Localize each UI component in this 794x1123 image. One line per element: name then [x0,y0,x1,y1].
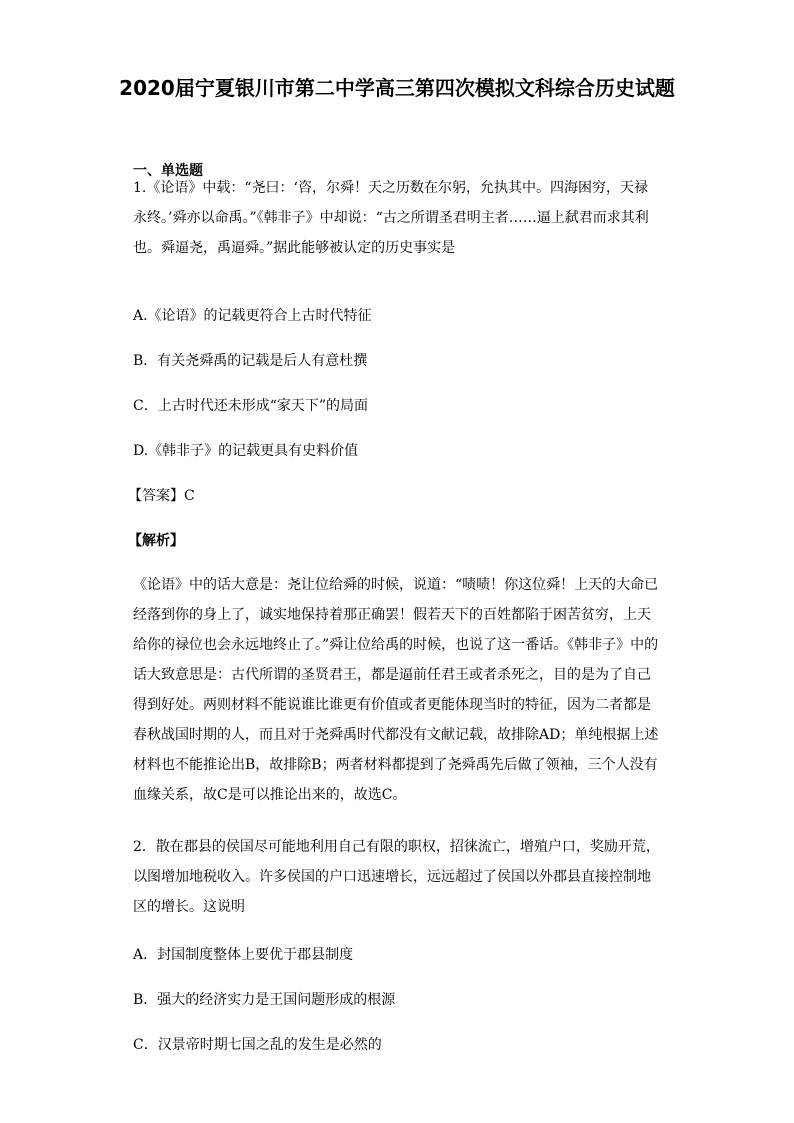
page-title: 2020届宁夏银川市第二中学高三第四次模拟文科综合历史试题 [119,76,675,100]
question-1-option-d: D.《韩非子》的记载更具有史料价值 [133,443,359,459]
question-2-option-c: C．汉景帝时期七国之乱的发生是必然的 [133,1037,382,1053]
section-heading: 一、单选题 [133,163,203,179]
question-1-analysis-label: 【解析】 [128,533,184,549]
question-1-option-a: A.《论语》的记载更符合上古时代特征 [133,308,372,324]
question-2-stem: 2．散在郡县的侯国尽可能地利用自己有限的职权，招徕流亡，增殖户口，奖励开荒，以图增加地税收入。许多侯国的户口迅速增长，远远超过了侯国以外郡县直接控制地区的增长。这说明 [133,839,660,915]
question-1-option-b: B．有关尧舜禹的记载是后人有意杜撰 [133,353,368,369]
question-1-option-c: C．上古时代还未形成“家天下”的局面 [133,398,369,414]
question-2-option-b: B．强大的经济实力是王国问题形成的根源 [133,992,396,1008]
question-1-stem: 1.《论语》中载：“尧曰：‘咨，尔舜！天之历数在尔躬，允执其中。四海困穷，天禄永终。’舜亦以命禹。”《韩非子》中却说：“古之所谓圣君明主者……逼上弑君而求其利也。舜逼尧，禹逼舜。”据此能够被认定的历史事实是 [133,180,649,256]
question-1-analysis: 《论语》中的话大意是：尧让位给舜的时候，说道：“啧啧！你这位舜！上天的大命已经落到你的身上了，诚实地保持着那正确罢！假若天下的百姓都陷于困苦贫穷，上天给你的禄位也会永远地终止了。”舜让位给禹的时候，也说了这一番话。《韩非子》中的话大致意思是：古代所谓的圣贤君王，都是逼前任君王或者杀死之，目的是为了自己得到好处。两则材料不能说谁比谁更有价值或者更能体现当时的特征，因为二者都是春秋战国时期的人，而且对于尧舜禹时代都没有文献记载，故排除AD；单纯根据上述材料也不能推论出B，故排除B；两者材料都提到了尧舜禹先后做了领袖，三个人没有血缘关系，故C是可以推论出来的，故选C。 [133,577,659,803]
question-2-option-a: A．封国制度整体上要优于郡县制度 [133,947,354,963]
question-1-answer: 【答案】C [128,488,195,504]
